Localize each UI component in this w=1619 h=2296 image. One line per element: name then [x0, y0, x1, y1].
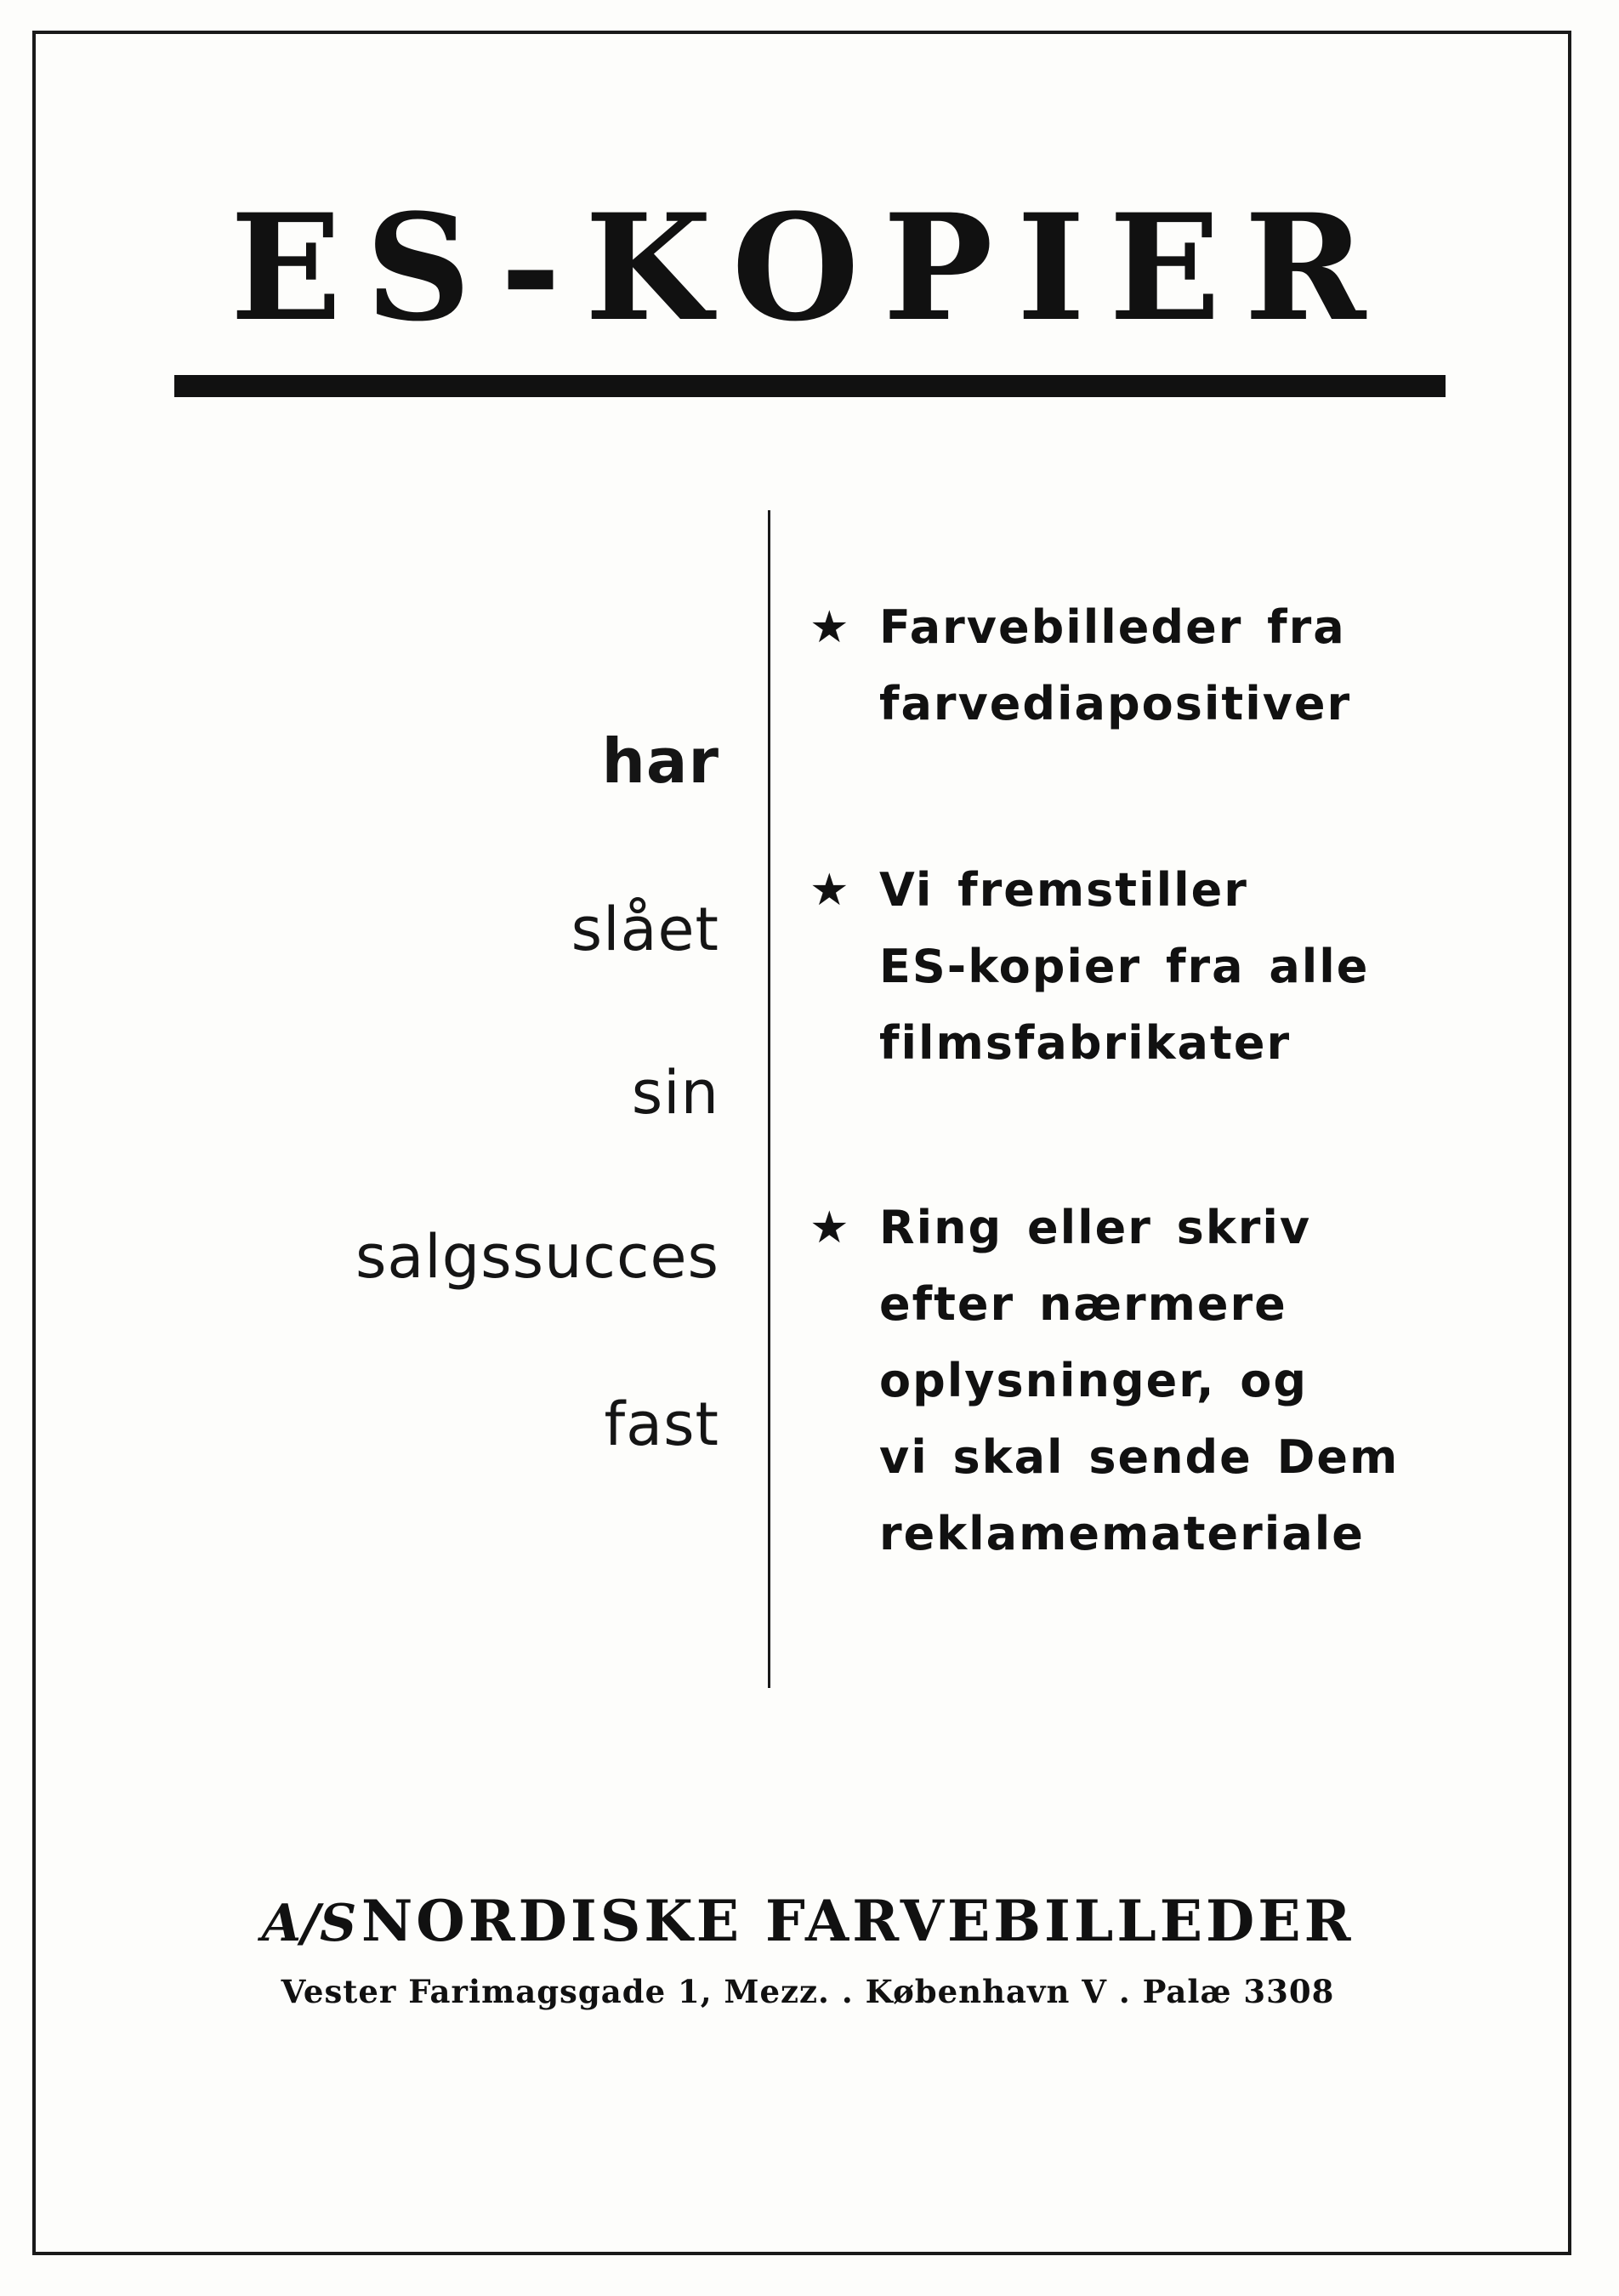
feature-line: vi skal sende Dem [879, 1430, 1400, 1484]
company-prefix: A/S [261, 1894, 357, 1953]
feature-line: filmsfabrikater [879, 1016, 1292, 1070]
feature-line: reklamemateriale [879, 1507, 1365, 1560]
phrase-word-fast: fast [604, 1390, 719, 1459]
feature-line: farvediapositiver [879, 677, 1352, 730]
feature-line: Vi fremstiller [879, 863, 1248, 917]
company-name: NORDISKE FARVEBILLEDER [361, 1888, 1355, 1954]
feature-line: Farvebilleder fra [879, 600, 1346, 654]
star-icon: ★ [810, 865, 849, 916]
phrase-word-sin: sin [631, 1058, 719, 1128]
headline-underline [174, 375, 1446, 397]
feature-line: ES-kopier fra alle [879, 940, 1370, 993]
company-name-line [170, 1888, 1446, 1954]
phrase-word-har: har [601, 725, 719, 797]
headline: ES-KOPIER [230, 181, 1390, 354]
star-icon: ★ [810, 602, 849, 653]
feature-line: Ring eller skriv [879, 1201, 1312, 1254]
phrase-word-salgssucces: salgssucces [355, 1222, 719, 1292]
star-icon: ★ [810, 1202, 849, 1253]
phrase-word-slaaet: slået [571, 895, 719, 964]
feature-line: oplysninger, og [879, 1354, 1309, 1407]
column-divider [768, 510, 770, 1688]
company-address: Vester Farimagsgade 1, Mezz. . København V . Palæ 3308 [281, 1973, 1335, 2010]
feature-line: efter nærmere [879, 1277, 1287, 1331]
